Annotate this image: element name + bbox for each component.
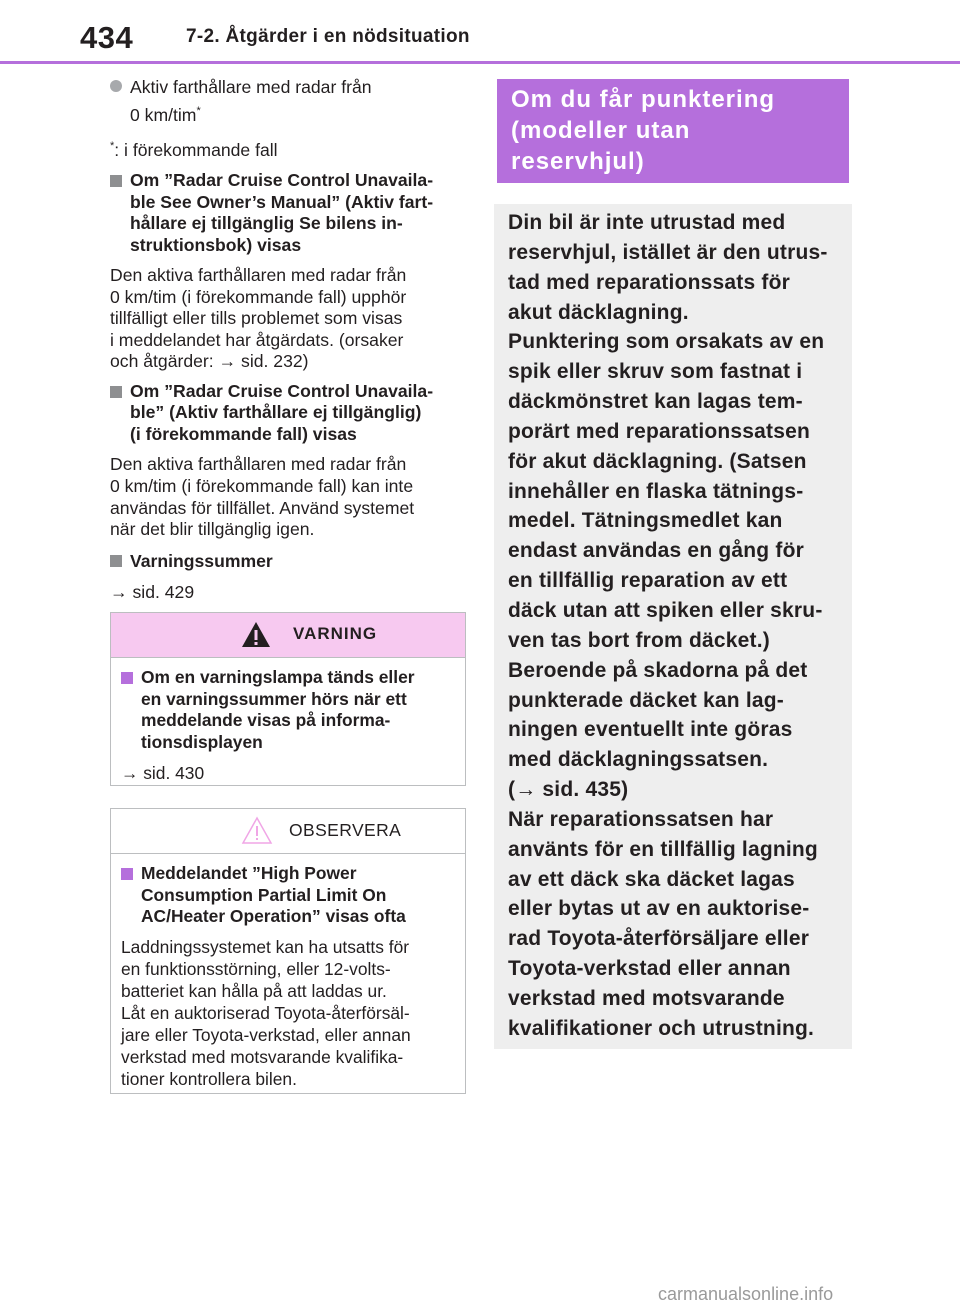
square-bullet-icon: [121, 868, 133, 880]
square-bullet-icon: [121, 672, 133, 684]
warning-heading: Om en varningslampa tänds eller en varningssummer hörs när ett meddelande visas på informa- tionsdisplayen: [121, 667, 455, 753]
info-text-line: punkterade däcket kan lag-: [508, 688, 784, 712]
notice-heading: Meddelandet ”High Power Consumption Partial Limit On AC/Heater Operation” visas ofta: [121, 863, 455, 928]
info-text-line: Toyota-verkstad eller annan: [508, 957, 791, 981]
info-text-line: däck utan att spiken eller skru-: [508, 598, 823, 622]
right-info-text: [508, 208, 842, 1044]
notice-paragraph: Laddningssystemet kan ha utsatts för en funktionsstörning, eller 12-volts- batteriet kan hålla på att laddas ur. Låt en auktoriserad Toyota-återförsäl- jare eller Toyota-verkstad, eller annan verkstad med motsvarande kvalifika- tioner kontrollera bilen.: [121, 936, 411, 1089]
info-text-line: däckmönstret kan lagas tem-: [508, 390, 803, 414]
info-text-line: ningen eventuellt inte göras: [508, 718, 793, 742]
page-reference: → sid. 429: [110, 581, 195, 602]
info-text-line: med däcklagningssatsen.: [508, 748, 769, 772]
right-info-panel: [494, 204, 852, 1049]
bullet-icon: [110, 80, 122, 92]
info-text-line: När reparationssatsen har: [508, 807, 774, 831]
info-text-line: verkstad med motsvarande: [508, 986, 785, 1010]
info-text-line: Din bil är inte utrustad med: [508, 211, 786, 234]
square-bullet-icon: [110, 386, 122, 398]
info-text-line: tad med reparationssats för: [508, 270, 790, 294]
subheading: Om ”Radar Cruise Control Unavaila- ble” (Aktiv farthållare ej tillgänglig) (i förekommande fall) visas: [110, 381, 465, 446]
caution-triangle-icon: [241, 816, 273, 845]
info-text-line: porärt med reparationssatsen: [508, 419, 811, 443]
warning-body: [111, 658, 465, 794]
header-rule: [0, 61, 960, 64]
info-text-line: spik eller skruv som fastnat i: [508, 360, 803, 384]
info-text-line: för akut däcklagning. (Satsen: [508, 449, 807, 473]
info-text-line: akut däcklagning.: [508, 300, 689, 324]
right-section-title-box: [497, 79, 849, 183]
warning-box: [110, 612, 466, 786]
info-text-line: reservhjul, istället är den utrus-: [508, 240, 828, 264]
notice-title: OBSERVERA: [289, 820, 402, 840]
list-item: Aktiv farthållare med radar från 0 km/tim*: [110, 76, 465, 126]
paragraph: Den aktiva farthållaren med radar från 0 km/tim (i förekommande fall) kan inte användas för tillfället. Använd systemet när det blir tillgänglig igen.: [110, 454, 415, 540]
info-text-line: kvalifikationer och utrustning.: [508, 1016, 815, 1040]
subheading: Varningssummer: [110, 550, 465, 572]
right-section-title: Om du får punktering (modeller utan reservhjul): [511, 86, 776, 175]
notice-box: [110, 808, 466, 1094]
info-text-line: rad Toyota-återförsäljare eller: [508, 927, 810, 951]
warning-triangle-icon: [241, 621, 271, 648]
info-text-line: en tillfällig reparation av ett: [508, 569, 788, 593]
footnote: *: i förekommande fall: [110, 140, 278, 160]
watermark: carmanualsonline.info: [658, 1284, 834, 1304]
info-text-line: Punktering som orsakats av en: [508, 330, 825, 354]
notice-body: [111, 854, 465, 1100]
info-text-line: Beroende på skadorna på det: [508, 658, 808, 682]
warning-title: VARNING: [293, 624, 378, 643]
notice-header: [111, 809, 465, 854]
info-text-line: eller bytas ut av en auktorise-: [508, 897, 810, 921]
info-text-line: använts för en tillfällig lagning: [508, 837, 818, 861]
info-text-line: endast användas en gång för: [508, 539, 804, 563]
page-reference: → sid. 430: [121, 763, 205, 783]
paragraph: Den aktiva farthållaren med radar från 0 km/tim (i förekommande fall) upphör tillfälligt eller tills problemet som visas i meddelandet har åtgärdats. (orsaker och åtgärder: → sid. 232): [110, 265, 407, 372]
info-text-line: av ett däck ska däcket lagas: [508, 867, 795, 891]
page-header: [0, 0, 960, 66]
info-text-line: innehåller en flaska tätnings-: [508, 479, 804, 503]
info-text-line: (→ sid. 435): [508, 778, 629, 802]
warning-header: [111, 613, 465, 658]
square-bullet-icon: [110, 555, 122, 567]
square-bullet-icon: [110, 175, 122, 187]
subheading: Om ”Radar Cruise Control Unavaila- ble See Owner’s Manual” (Aktiv fart- hållare ej tillgänglig Se bilens in- struktionsbok) visas: [110, 170, 465, 256]
section-title: 7-2. Åtgärder i en nödsituation: [186, 26, 470, 47]
page-number: 434: [80, 20, 134, 55]
info-text-line: medel. Tätningsmedlet kan: [508, 509, 783, 533]
info-text-line: ven tas bort from däcket.): [508, 628, 770, 652]
left-column: [110, 70, 465, 603]
